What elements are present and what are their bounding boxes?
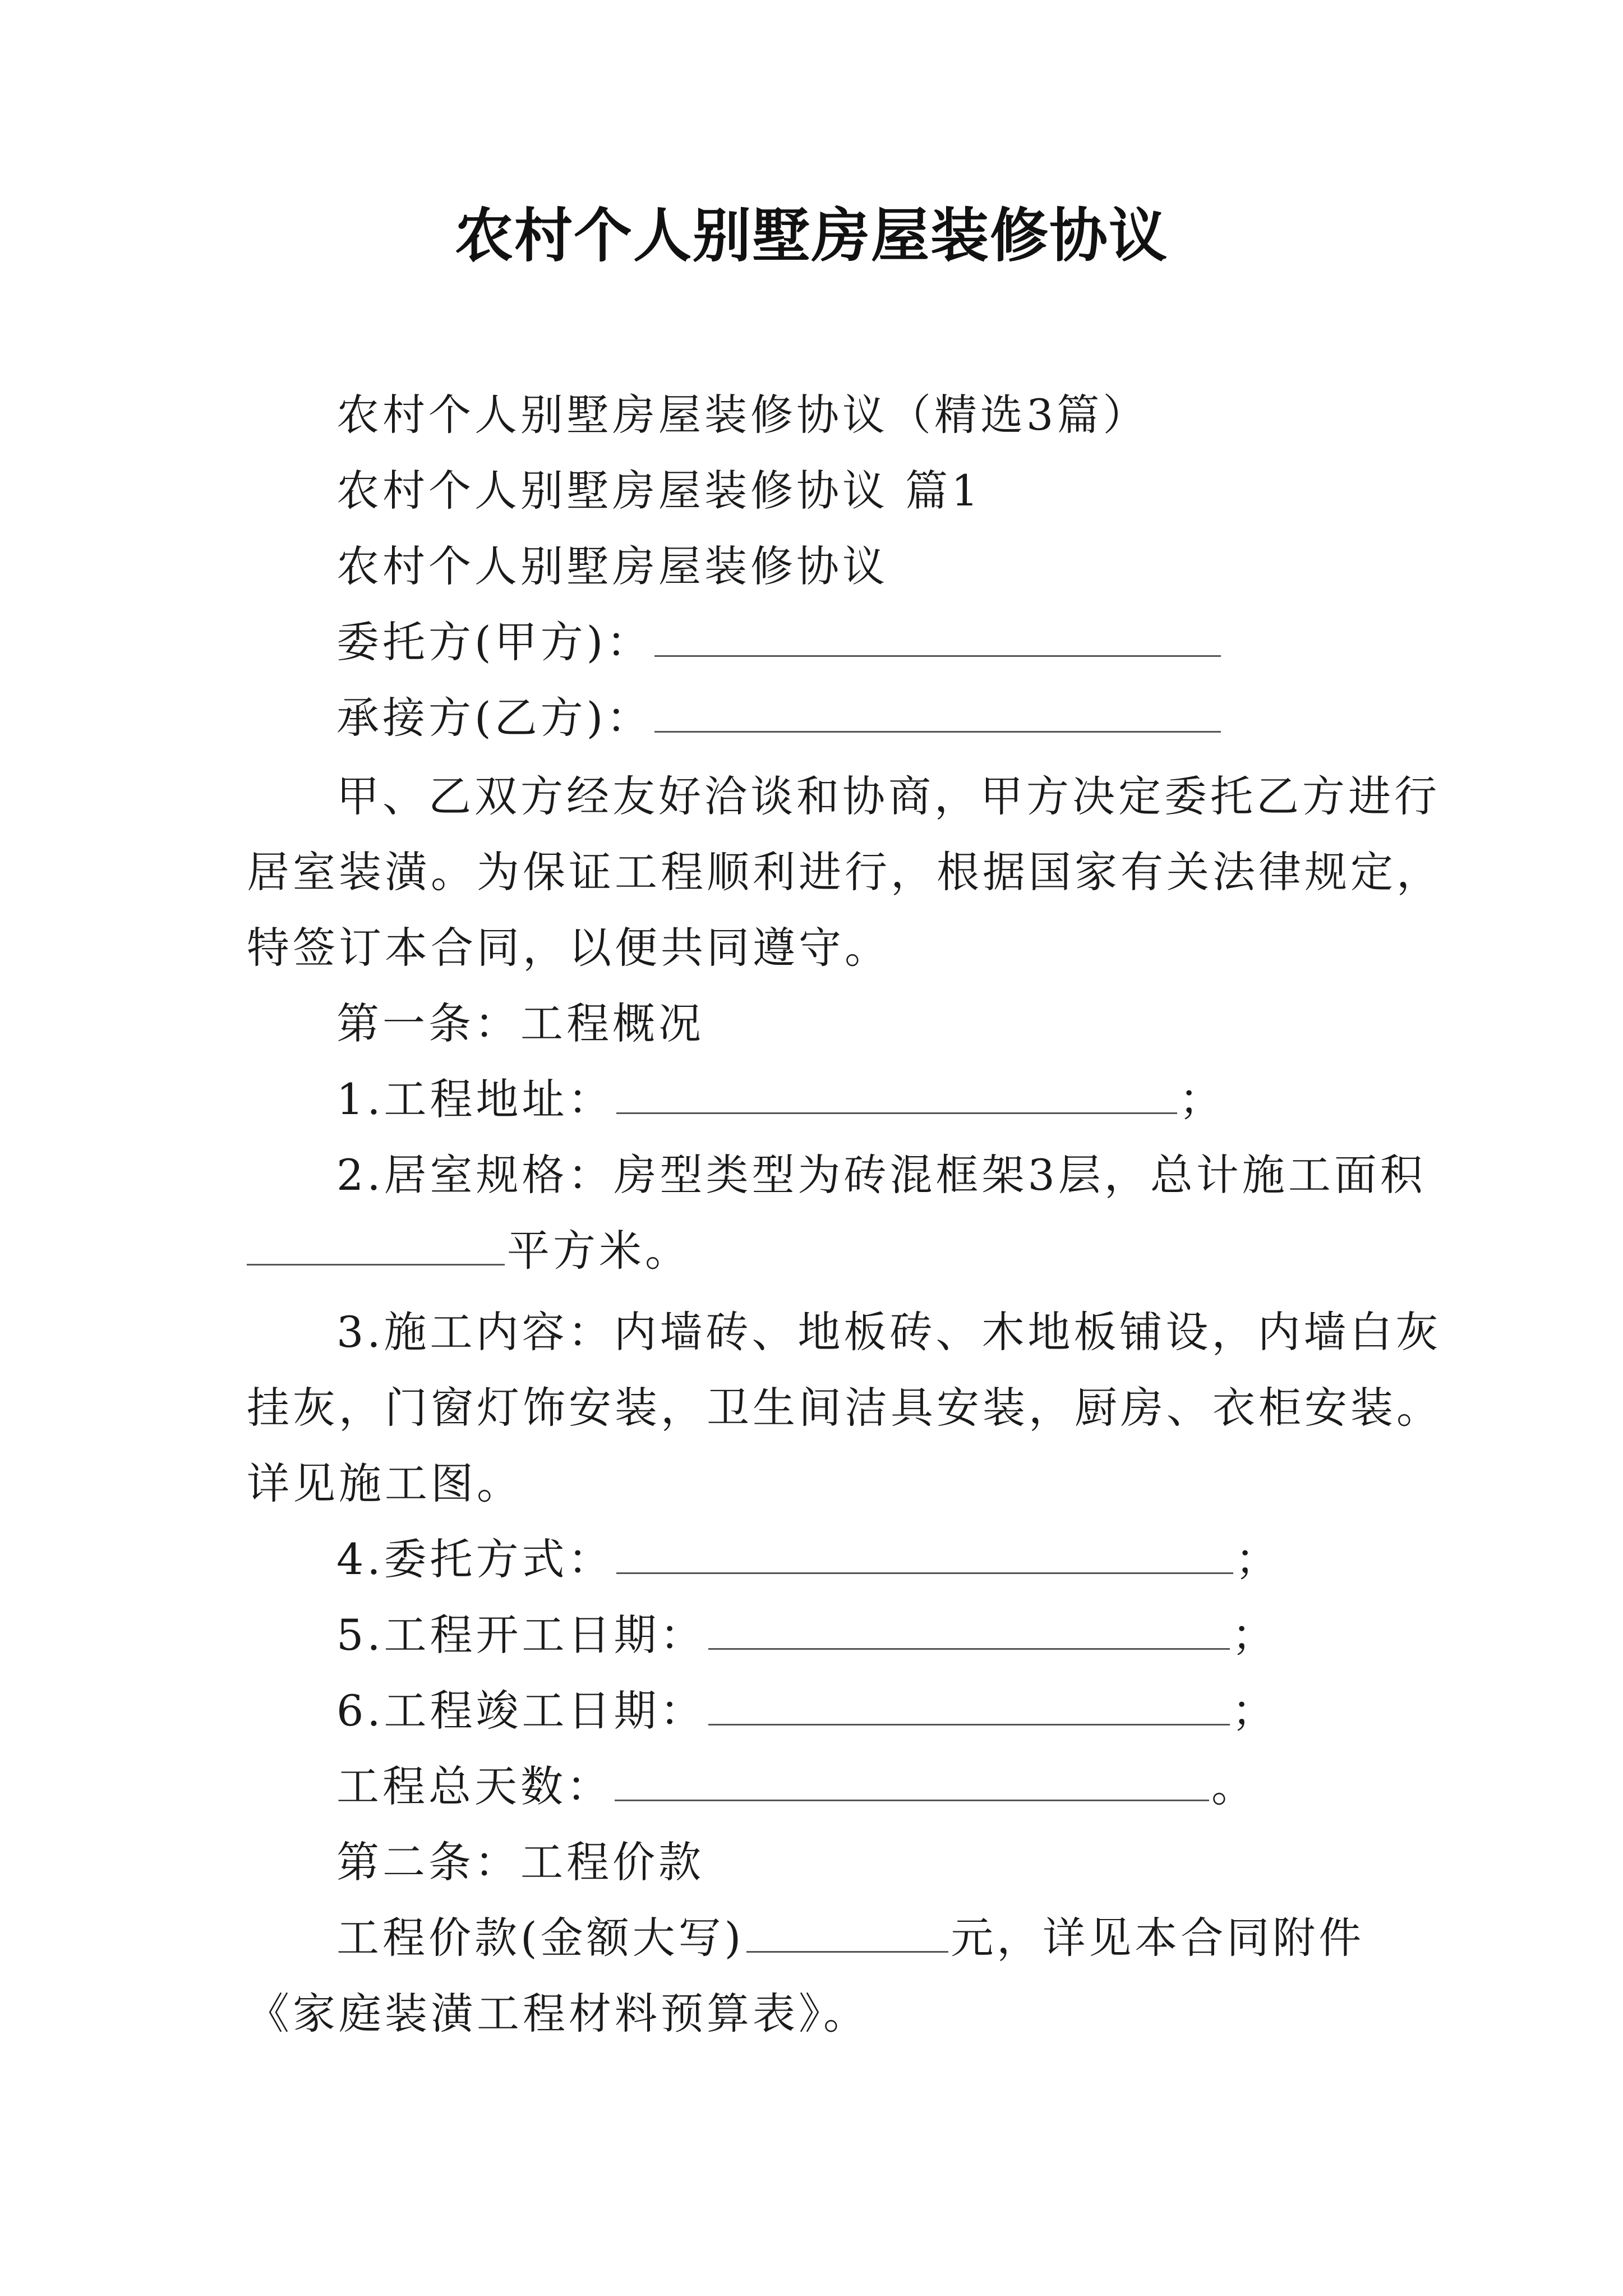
- party-b-blank[interactable]: [654, 691, 1221, 733]
- article-1-heading: 第一条：工程概况: [336, 999, 704, 1048]
- total-days-blank[interactable]: [615, 1759, 1209, 1801]
- item-3-line-3: 详见施工图。: [247, 1458, 523, 1508]
- total-days-line: [336, 1759, 1257, 1815]
- item-6-label: 6.工程竣工日期：: [336, 1686, 706, 1736]
- chapter-heading: 农村个人别墅房屋装修协议 篇1: [336, 466, 982, 516]
- total-days-end: 。: [1211, 1761, 1257, 1811]
- item-1-label: 1.工程地址：: [336, 1074, 614, 1124]
- price-line-2: 《家庭装潢工程材料预算表》。: [247, 1989, 869, 2039]
- item-1-end: ；: [1179, 1074, 1225, 1124]
- price-amount-blank[interactable]: [746, 1911, 948, 1953]
- preamble-line-3: 特签订本合同，以便共同遵守。: [247, 923, 891, 973]
- party-b-label: 承接方(乙方)：: [336, 693, 653, 743]
- start-date-blank[interactable]: [708, 1608, 1230, 1650]
- agreement-name: 农村个人别墅房屋装修协议: [336, 541, 888, 591]
- item-2-tail: 平方米。: [507, 1226, 691, 1276]
- commission-method-blank[interactable]: [616, 1532, 1233, 1574]
- party-a-label: 委托方(甲方)：: [336, 617, 653, 667]
- item-4-end: ；: [1235, 1534, 1281, 1584]
- item-3-line-2: 挂灰，门窗灯饰安装，卫生间洁具安装，厨房、衣柜安装。: [247, 1383, 1442, 1433]
- project-address-blank[interactable]: [616, 1072, 1177, 1114]
- item-2-line-1: 2.居室规格：房型类型为砖混框架3层，总计施工面积: [336, 1150, 1426, 1200]
- area-blank[interactable]: [247, 1223, 505, 1266]
- party-a-line: [336, 614, 1223, 670]
- total-days-label: 工程总天数：: [336, 1761, 612, 1811]
- document-subtitle: 农村个人别墅房屋装修协议（精选3篇）: [336, 390, 1149, 440]
- price-line-1: [336, 1910, 1364, 1966]
- item-5-label: 5.工程开工日期：: [336, 1610, 706, 1660]
- document-title: 农村个人别墅房屋装修协议: [454, 201, 1168, 270]
- item-1-line: [336, 1071, 1225, 1128]
- article-2-heading: 第二条：工程价款: [336, 1837, 704, 1887]
- item-6-line: [336, 1683, 1278, 1739]
- item-4-label: 4.委托方式：: [336, 1534, 614, 1584]
- item-5-line: [336, 1607, 1278, 1663]
- party-a-blank[interactable]: [654, 615, 1221, 657]
- completion-date-blank[interactable]: [708, 1683, 1230, 1726]
- item-6-end: ；: [1232, 1686, 1278, 1736]
- price-after: 元，详见本合同附件: [951, 1913, 1365, 1963]
- item-4-line: [336, 1531, 1281, 1588]
- item-5-end: ；: [1232, 1610, 1278, 1660]
- item-2-line-2: [247, 1223, 691, 1279]
- item-3-line-1: 3.施工内容：内墙砖、地板砖、木地板铺设，内墙白灰: [336, 1307, 1442, 1357]
- preamble-line-1: 甲、乙双方经友好洽谈和协商，甲方决定委托乙方进行: [336, 771, 1440, 821]
- party-b-line: [336, 690, 1223, 746]
- price-before: 工程价款(金额大写): [336, 1913, 745, 1963]
- preamble-line-2: 居室装潢。为保证工程顺利进行，根据国家有关法律规定，: [247, 847, 1442, 897]
